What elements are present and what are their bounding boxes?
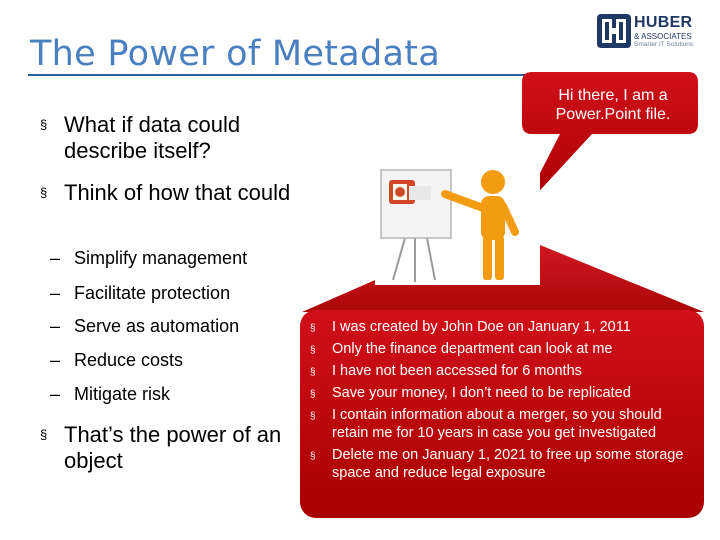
sub-bullet-simplify bbox=[50, 248, 247, 269]
slide-title: The Power of Metadata bbox=[30, 34, 441, 74]
fact-text: Delete me on January 1, 2021 to free up some storage space and reduce legal exposure bbox=[332, 447, 684, 481]
bullet-text: Think of how that could bbox=[64, 180, 291, 205]
sub-bullet-automation bbox=[50, 316, 239, 337]
sub-bullet-text: Simplify management bbox=[74, 248, 248, 268]
bullet-think-how bbox=[40, 180, 310, 236]
fact-not-accessed bbox=[310, 362, 690, 380]
sub-bullet-risk bbox=[50, 384, 170, 405]
sub-bullet-marker: – bbox=[50, 384, 61, 404]
sub-bullet-costs bbox=[50, 350, 183, 371]
fact-merger-retention bbox=[310, 406, 690, 442]
fact-finance-only bbox=[310, 340, 690, 358]
speech-bubble-text: Hi there, I am a Power.Point file. bbox=[555, 87, 671, 123]
fact-text: I contain information about a merger, so you should retain me for 10 years in case you get investigated bbox=[332, 407, 662, 441]
fact-no-replication bbox=[310, 384, 690, 402]
logo-subtitle: & ASSOCIATES bbox=[634, 32, 692, 41]
fact-marker: § bbox=[310, 389, 316, 400]
fact-created bbox=[310, 318, 690, 336]
sub-bullet-text: Serve as automation bbox=[74, 316, 240, 336]
fact-text: I was created by John Doe on January 1, 2011 bbox=[332, 319, 631, 335]
bullet-marker: § bbox=[40, 427, 48, 442]
fact-marker: § bbox=[310, 367, 316, 378]
presenter-figure-icon bbox=[375, 160, 540, 285]
fact-marker: § bbox=[310, 451, 316, 462]
bullet-marker: § bbox=[40, 185, 48, 200]
sub-bullet-protection bbox=[50, 283, 230, 304]
bullet-marker: § bbox=[40, 117, 48, 132]
bullet-power-of-object bbox=[40, 422, 290, 478]
fact-delete-date bbox=[310, 446, 690, 482]
logo-name: HUBER bbox=[634, 14, 693, 31]
fact-text: I have not been accessed for 6 months bbox=[332, 363, 582, 379]
presenter-illustration bbox=[375, 160, 540, 285]
metadata-facts-list bbox=[310, 318, 690, 486]
sub-bullet-marker: – bbox=[50, 316, 61, 336]
sub-bullet-text: Facilitate protection bbox=[74, 283, 231, 303]
sub-bullet-marker: – bbox=[50, 350, 61, 370]
fact-text: Save your money, I don’t need to be replicated bbox=[332, 385, 631, 401]
bullet-text: What if data could describe itself? bbox=[64, 112, 241, 163]
fact-text: Only the finance department can look at me bbox=[332, 341, 613, 357]
sub-bullet-text: Reduce costs bbox=[74, 350, 184, 370]
sub-bullet-marker: – bbox=[50, 248, 61, 268]
sub-bullet-marker: – bbox=[50, 283, 61, 303]
fact-marker: § bbox=[310, 345, 316, 356]
bullet-text: That’s the power of an object bbox=[64, 422, 282, 473]
sub-bullet-text: Mitigate risk bbox=[74, 384, 171, 404]
fact-marker: § bbox=[310, 323, 316, 334]
bullet-describe-itself bbox=[40, 112, 310, 168]
fact-marker: § bbox=[310, 411, 316, 422]
logo-tagline: Smarter IT Solutions bbox=[634, 41, 694, 48]
